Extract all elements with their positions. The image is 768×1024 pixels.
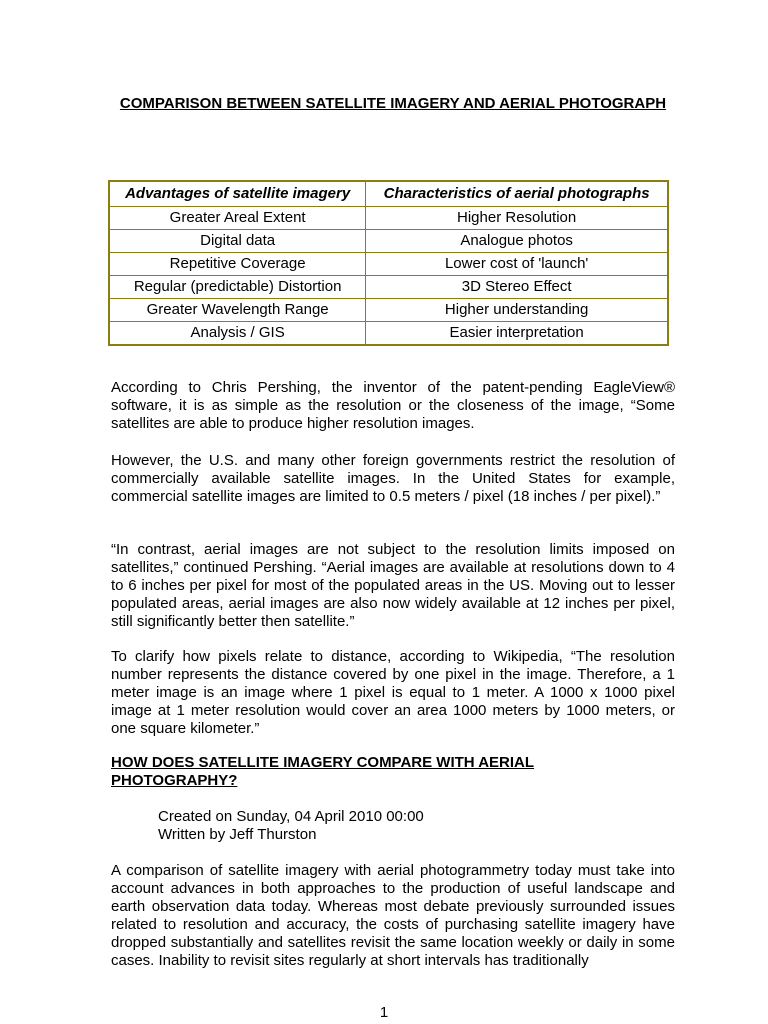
table-cell: Easier interpretation <box>366 322 668 346</box>
table-cell: Digital data <box>109 230 366 253</box>
table-cell: Higher understanding <box>366 299 668 322</box>
table-header-row <box>109 181 668 207</box>
created-date: Created on Sunday, 04 April 2010 00:00 <box>158 808 424 825</box>
comparison-table <box>108 180 669 346</box>
page-number: 1 <box>379 1004 389 1021</box>
table-row <box>109 322 668 346</box>
paragraph-pershing-intro: According to Chris Pershing, the inventor of the patent-pending EagleView® software, it is as simple as the resolution or the closeness of the image, “Some satellites are able to produce higher resolution images. <box>111 379 675 432</box>
table-cell: Greater Wavelength Range <box>109 299 366 322</box>
table-cell: Higher Resolution <box>366 207 668 230</box>
table-cell: Analogue photos <box>366 230 668 253</box>
paragraph-comparison-body: A comparison of satellite imagery with aerial photogrammetry today must take into account advances in both approaches to the production of useful landscape and earth observation data today. Whereas most debate previously surrounded issues related to resolution and accuracy, the costs of purchasing satellite imagery have dropped substantially and satellites revisit the same location weekly or daily in some cases. Inability to revisit sites regularly at short intervals has traditionally <box>111 862 675 969</box>
table-row <box>109 253 668 276</box>
table-header-satellite: Advantages of satellite imagery <box>109 181 366 207</box>
section-heading: HOW DOES SATELLITE IMAGERY COMPARE WITH AERIAL PHOTOGRAPHY? <box>111 754 535 789</box>
table-header-aerial: Characteristics of aerial photographs <box>366 181 668 207</box>
table-cell: Lower cost of 'launch' <box>366 253 668 276</box>
table-row <box>109 230 668 253</box>
table-cell: Regular (predictable) Distortion <box>109 276 366 299</box>
table-cell: Repetitive Coverage <box>109 253 366 276</box>
table-row <box>109 299 668 322</box>
table-cell: Analysis / GIS <box>109 322 366 346</box>
author-line: Written by Jeff Thurston <box>158 826 317 843</box>
document-title: COMPARISON BETWEEN SATELLITE IMAGERY AND AERIAL PHOTOGRAPH <box>119 95 667 112</box>
paragraph-aerial-resolution: “In contrast, aerial images are not subject to the resolution limits imposed on satellites,” continued Pershing. “Aerial images are available at resolutions down to 4 to 6 inches per pixel for most of the populated areas in the US. Moving out to lesser populated areas, aerial images are also now widely available at 12 inches per pixel, still significantly better then satellite.” <box>111 541 675 630</box>
table-cell: 3D Stereo Effect <box>366 276 668 299</box>
table-cell: Greater Areal Extent <box>109 207 366 230</box>
paragraph-resolution-limits: However, the U.S. and many other foreign governments restrict the resolution of commercially available satellite images. In the United States for example, commercial satellite images are limited to 0.5 meters / pixel (18 inches / per pixel).” <box>111 452 675 505</box>
paragraph-pixel-distance: To clarify how pixels relate to distance, according to Wikipedia, “The resolution number represents the distance covered by one pixel in the image. Therefore, a 1 meter image is an image where 1 pixel is equal to 1 meter. A 1000 x 1000 pixel image at 1 meter resolution would cover an area 1000 meters by 1000 meters, or one square kilometer.” <box>111 648 675 737</box>
table-row <box>109 207 668 230</box>
table-row <box>109 276 668 299</box>
